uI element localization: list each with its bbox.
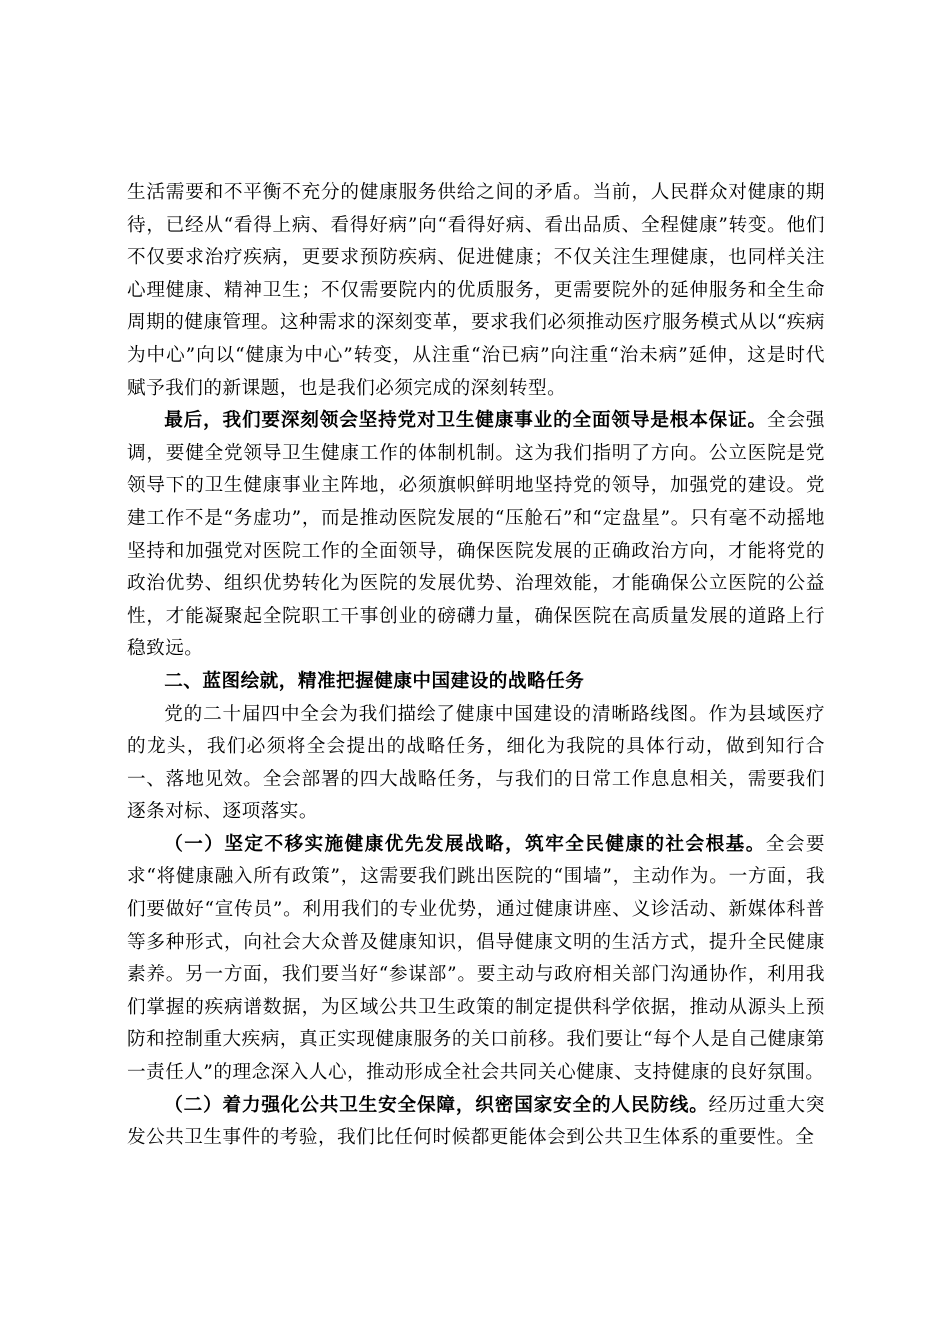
section-heading: 二、蓝图绘就，精准把握健康中国建设的战略任务 xyxy=(164,670,585,692)
paragraph-party-leadership xyxy=(127,405,825,666)
paragraph-lead-sentence: （一）坚定不移实施健康优先发展战略，筑牢全民健康的社会根基。 xyxy=(164,833,766,855)
paragraph-text: 经历过重大突发公共卫生事件的考验，我们比任何时候都更能体会到公共卫生体系的重要性。全 xyxy=(127,1094,825,1149)
paragraph-public-health xyxy=(127,1090,825,1155)
paragraph-text: 全会强调，要健全党领导卫生健康工作的体制机制。这为我们指明了方向。公立医院是党领导下的卫生健康事业主阵地，必须旗帜鲜明地坚持党的领导，加强党的建设。党建工作不是“务虚功”，而是推动医院发展的“压舱石”和“定盘星”。只有毫不动摇地坚持和加强党对医院工作的全面领导，确保医院发展的正确政治方向，才能将党的政治优势、组织优势转化为医院的发展优势、治理效能，才能确保公立医院的公益性，才能凝聚起全院职工干事创业的磅礴力量，确保医院在高质量发展的道路上行稳致远。 xyxy=(127,410,825,660)
paragraph-text: 全会要求“将健康融入所有政策”，这需要我们跳出医院的“围墙”，主动作为。一方面，我们要做好“宣传员”。利用我们的专业优势，通过健康讲座、义诊活动、新媒体科普等多种形式，向社会大众普及健康知识，倡导健康文明的生活方式，提升全民健康素养。另一方面，我们要当好“参谋部”。要主动与政府相关部门沟通协作，利用我们掌握的疾病谱数据，为区域公共卫生政策的制定提供科学依据，推动从源头上预防和控制重大疾病，真正实现健康服务的关口前移。我们要让“每个人是自己健康第一责任人”的理念深入人心，推动形成全社会共同关心健康、支持健康的良好氛围。 xyxy=(127,833,825,1084)
paragraph-roadmap xyxy=(127,699,825,829)
paragraph-lead-sentence: （二）着力强化公共卫生安全保障，织密国家安全的人民防线。 xyxy=(164,1094,709,1116)
paragraph-health-priority xyxy=(127,829,825,1090)
paragraph-lead-sentence: 最后，我们要深刻领会坚持党对卫生健康事业的全面领导是根本保证。 xyxy=(164,410,767,432)
paragraph-text: 党的二十届四中全会为我们描绘了健康中国建设的清晰路线图。作为县域医疗的龙头，我们必须将全会提出的战略任务，细化为我院的具体行动，做到知行合一、落地见效。全会部署的四大战略任务，与我们的日常工作息息相关，需要我们逐条对标、逐项落实。 xyxy=(127,703,825,823)
paragraph-continued xyxy=(127,177,825,405)
document-body xyxy=(127,177,825,1155)
paragraph-text: 生活需要和不平衡不充分的健康服务供给之间的矛盾。当前，人民群众对健康的期待，已经从“看得上病、看得好病”向“看得好病、看出品质、全程健康”转变。他们不仅要求治疗疾病，更要求预防疾病、促进健康；不仅关注生理健康，也同样关注心理健康、精神卫生；不仅需要院内的优质服务，更需要院外的延伸服务和全生命周期的健康管理。这种需求的深刻变革，要求我们必须推动医疗服务模式从以“疾病为中心”向以“健康为中心”转变，从注重“治已病”向注重“治未病”延伸，这是时代赋予我们的新课题，也是我们必须完成的深刻转型。 xyxy=(127,182,825,399)
